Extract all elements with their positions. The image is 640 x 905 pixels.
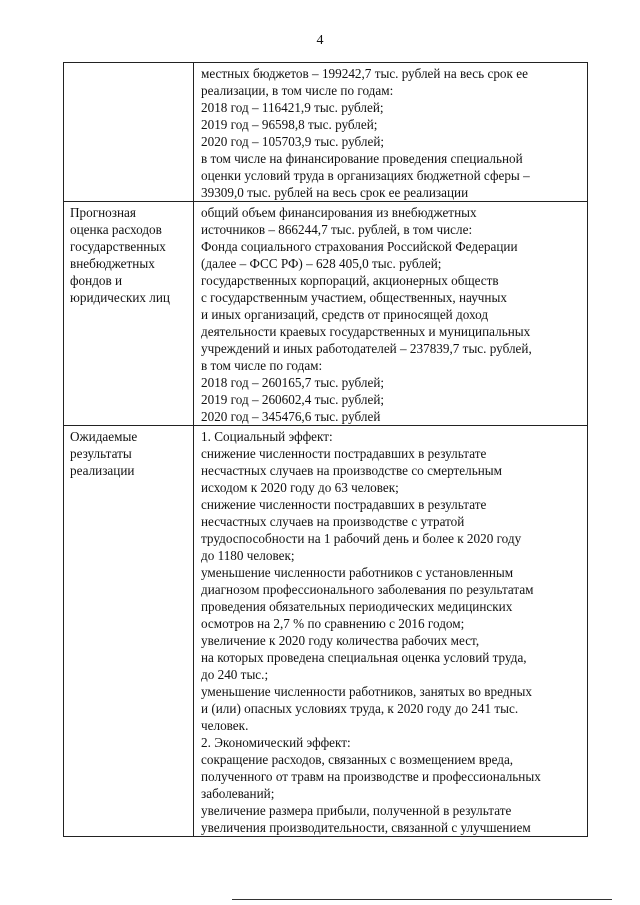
row-value-line: заболеваний; [201, 786, 275, 801]
row-value-line: диагнозом профессионального заболевания по результатам [201, 582, 534, 597]
row-label-line: юридических лиц [70, 290, 170, 305]
row-value-line: несчастных случаев на производстве со смертельным [201, 463, 503, 478]
row-label-line: реализации [70, 463, 135, 478]
row-label-line: Ожидаемые [70, 429, 138, 444]
row-value-line: 2018 год – 116421,9 тыс. рублей; [201, 100, 384, 115]
row-value-line: 2019 год – 260602,4 тыс. рублей; [201, 392, 385, 407]
row-value-line: полученного от травм на производстве и профессиональных [201, 769, 541, 784]
row-value-line: учреждений и иных работодателей – 237839,7 тыс. рублей, [201, 341, 532, 356]
row-value-line: сокращение расходов, связанных с возмещением вреда, [201, 752, 514, 767]
row-value-line: проведения обязательных периодических медицинских [201, 599, 513, 614]
row-value-line: уменьшение численности работников, занятых во вредных [201, 684, 533, 699]
row-value-line: снижение численности пострадавших в результате [201, 446, 487, 461]
row-value-line: уменьшение численности работников с установленным [201, 565, 514, 580]
row-value-line: 2018 год – 260165,7 тыс. рублей; [201, 375, 385, 390]
row-value-line: источников – 866244,7 тыс. рублей, в том числе: [201, 222, 473, 237]
row-label-line: внебюджетных [70, 256, 155, 271]
passport-table [63, 62, 588, 837]
row-value-line: 2020 год – 105703,9 тыс. рублей; [201, 134, 385, 149]
row-value-line: в том числе на финансирование проведения специальной [201, 151, 523, 166]
table-row [64, 202, 588, 426]
row-value-line: исходом к 2020 году до 63 человек; [201, 480, 399, 495]
row-value-line: осмотров на 2,7 % по сравнению с 2016 годом; [201, 616, 465, 631]
row-value-line: и иных организаций, средств от приносящей доход [201, 307, 489, 322]
row-value-line: на которых проведена специальная оценка условий труда, [201, 650, 527, 665]
row-value-line: 2020 год – 345476,6 тыс. рублей [201, 409, 381, 424]
row-value-line: до 240 тыс.; [201, 667, 269, 682]
row-value-line: 2. Экономический эффект: [201, 735, 351, 750]
row-value-line: государственных корпораций, акционерных обществ [201, 273, 499, 288]
row-label-line: оценка расходов [70, 222, 162, 237]
row-value-cell [194, 63, 588, 202]
row-value-line: оценки условий труда в организациях бюджетной сферы – [201, 168, 530, 183]
row-label-line: фондов и [70, 273, 123, 288]
row-label-line: результаты [70, 446, 132, 461]
row-value-line: 39309,0 тыс. рублей на весь срок ее реализации [201, 185, 469, 200]
row-value-line: деятельности краевых государственных и муниципальных [201, 324, 531, 339]
row-value-line: общий объем финансирования из внебюджетных [201, 205, 477, 220]
row-value-line: реализации, в том числе по годам: [201, 83, 394, 98]
table-body [64, 63, 588, 837]
row-value-line: с государственным участием, общественных, научных [201, 290, 507, 305]
row-value-line: несчастных случаев на производстве с утратой [201, 514, 465, 529]
row-value-line: в том числе по годам: [201, 358, 323, 373]
row-value-cell [194, 426, 588, 837]
row-value-line: до 1180 человек; [201, 548, 295, 563]
row-value-line: человек. [201, 718, 249, 733]
row-value-line: местных бюджетов – 199242,7 тыс. рублей на весь срок ее [201, 66, 528, 81]
row-value-line: (далее – ФСС РФ) – 628 405,0 тыс. рублей; [201, 256, 442, 271]
bottom-rule [232, 899, 612, 900]
row-value-line: и (или) опасных условиях труда, к 2020 году до 241 тыс. [201, 701, 519, 716]
row-value-line: снижение численности пострадавших в результате [201, 497, 487, 512]
row-value-line: увеличение к 2020 году количества рабочих мест, [201, 633, 480, 648]
row-value-line: Фонда социального страхования Российской Федерации [201, 239, 518, 254]
row-value-line: увеличения производительности, связанной с улучшением [201, 820, 531, 835]
row-value-cell [194, 202, 588, 426]
row-label-cell [64, 426, 194, 837]
row-value-line: 1. Социальный эффект: [201, 429, 333, 444]
row-label-line: Прогнозная [70, 205, 136, 220]
row-label-cell [64, 63, 194, 202]
row-label-line: государственных [70, 239, 166, 254]
row-value-line: трудоспособности на 1 рабочий день и более к 2020 году [201, 531, 522, 546]
table-row [64, 426, 588, 837]
row-value-line: увеличение размера прибыли, полученной в результате [201, 803, 512, 818]
row-value-line: 2019 год – 96598,8 тыс. рублей; [201, 117, 378, 132]
row-label-cell [64, 202, 194, 426]
table-row [64, 63, 588, 202]
page-number: 4 [316, 33, 324, 48]
